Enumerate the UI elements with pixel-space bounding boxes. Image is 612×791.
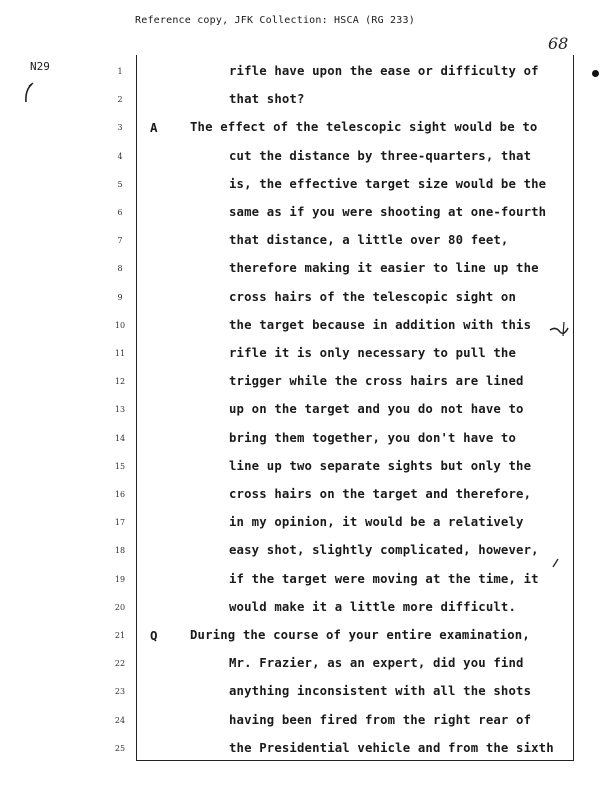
transcript-line-text: Mr. Frazier, as an expert, did you find — [229, 656, 524, 671]
line-number: 9 — [117, 292, 123, 302]
line-number: 20 — [114, 602, 126, 612]
line-number: 24 — [114, 715, 126, 725]
transcript-line-text: same as if you were shooting at one-fourth — [229, 205, 547, 219]
line-number: 6 — [117, 208, 123, 217]
transcript-line-text: up on the target and you do not have to — [229, 402, 524, 417]
transcript-line-text: rifle have upon the ease or difficulty of — [229, 64, 539, 78]
margin-bracket-icon — [22, 82, 36, 104]
document-id: N29 — [30, 60, 50, 73]
handwritten-page-number: 68 — [548, 34, 569, 53]
transcript-line-text: The effect of the telescopic sight would be to — [190, 120, 538, 135]
transcript-line-text: that distance, a little over 80 feet, — [229, 233, 509, 248]
transcript-line-text: rifle it is only necessary to pull the — [229, 346, 517, 360]
transcript-line-text: trigger while the cross hairs are lined — [229, 374, 524, 389]
line-number: 14 — [114, 433, 126, 443]
transcript-line-text: line up two separate sights but only the — [229, 458, 532, 473]
line-number: 13 — [114, 405, 126, 415]
transcript-line-text: having been fired from the right rear of — [229, 712, 532, 727]
line-number: 11 — [114, 349, 126, 358]
transcript-line-text: is, the effective target size would be the — [229, 176, 547, 191]
speaker-label: Q — [150, 628, 158, 643]
line-number: 19 — [114, 574, 126, 584]
line-number: 5 — [117, 179, 123, 189]
transcript-line-text: cut the distance by three-quarters, that — [229, 148, 532, 163]
line-number: 4 — [117, 151, 123, 161]
transcript-line-text: the target because in addition with this — [229, 317, 532, 332]
margin-scribble-icon — [548, 320, 570, 340]
punch-hole-mark — [592, 70, 599, 77]
transcript-line-text: cross hairs of the telescopic sight on — [229, 289, 517, 304]
transcript-line-text: anything inconsistent with all the shots — [229, 684, 532, 699]
speaker-label: A — [150, 120, 158, 136]
line-number: 18 — [114, 546, 126, 556]
transcript-line-text: would make it a little more difficult. — [229, 599, 517, 614]
transcript-line-text: if the target were moving at the time, it — [229, 571, 539, 586]
line-number: 10 — [114, 320, 126, 330]
line-number: 3 — [117, 123, 123, 133]
margin-tick-icon — [551, 558, 559, 568]
transcript-line-text: bring them together, you don't have to — [229, 430, 517, 445]
line-number: 23 — [114, 687, 126, 697]
line-number: 22 — [114, 659, 126, 669]
line-number: 12 — [114, 377, 126, 387]
transcript-line-text: During the course of your entire examination, — [190, 628, 530, 642]
line-number: 8 — [117, 264, 123, 274]
transcript-line-text: in my opinion, it would be a relatively — [229, 515, 524, 530]
transcript-line-text: therefore making it easier to line up the — [229, 261, 539, 276]
line-number: 15 — [114, 461, 126, 471]
line-number: 21 — [114, 631, 126, 640]
transcript-line-text: the Presidential vehicle and from the sixth — [229, 740, 554, 755]
line-number: 25 — [114, 743, 126, 753]
line-number: 2 — [117, 95, 123, 105]
line-number: 16 — [114, 490, 126, 499]
archive-header: Reference copy, JFK Collection: HSCA (RG 233) — [135, 15, 415, 26]
transcript-line-text: that shot? — [229, 92, 305, 107]
transcript-line-text: easy shot, slightly complicated, however, — [229, 543, 539, 558]
transcript-line-text: cross hairs on the target and therefore, — [229, 487, 532, 501]
line-number: 17 — [114, 518, 126, 528]
line-number: 7 — [117, 236, 123, 246]
line-number: 1 — [117, 67, 123, 76]
